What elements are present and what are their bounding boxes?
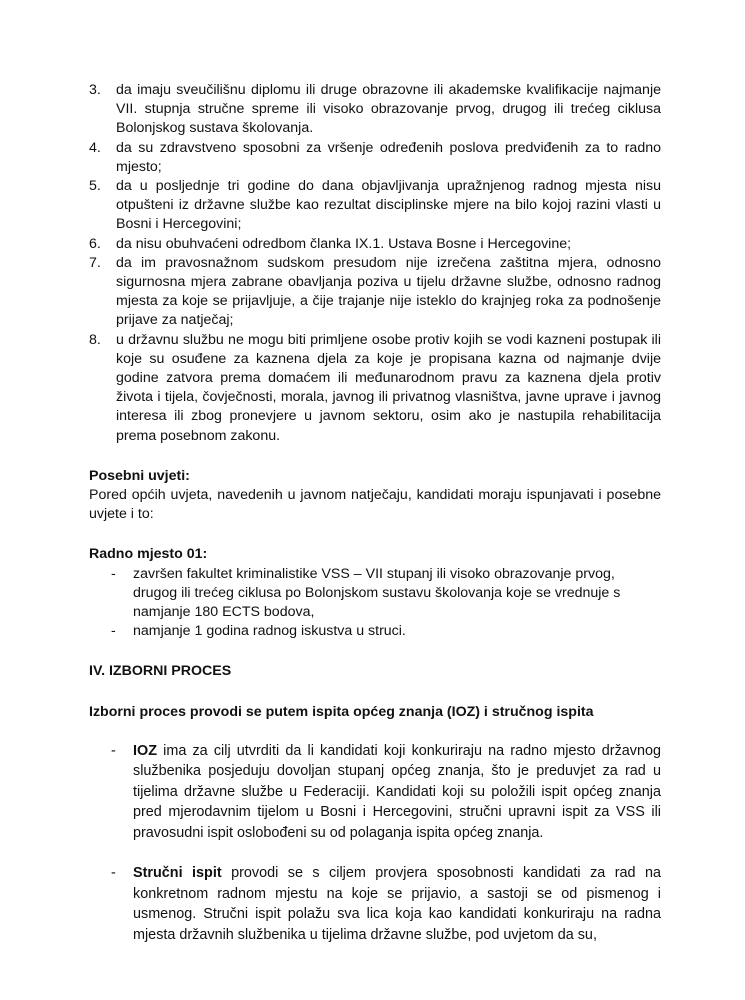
document-body (89, 81, 661, 945)
item-text: da u posljednje tri godine do dana objavljivanja upražnjenog radnog mjesta nisu otpušteni iz državne službe kao rezultat disciplinske mjere na bilo kojoj razini vlasti u Bosni i Hercegovini; (116, 178, 661, 233)
section-heading: IV. IZBORNI PROCES (89, 663, 232, 680)
item-text: da su zdravstveno sposobni za vršenje određenih poslova predviđenih za to radno mjesto; (116, 139, 661, 175)
item-text: da imaju sveučilišnu diplomu ili druge obrazovne ili akademske kvalifikacije najmanje VII. stupnja stručne spreme ili visoko obrazovanje prvog, drugog ili trećeg ciklusa Bolonjskog sustava školovanja. (116, 82, 661, 137)
position-requirements-list (89, 565, 661, 642)
item-number: 7. (89, 254, 101, 271)
position-section (89, 545, 661, 641)
item-text: u državnu službu ne mogu biti primljene osobe protiv kojih se vodi kazneni postupak ili koje su osuđene za kaznena djela za koje je propisana kazna od najmanje dvije godine zatvora prema domaćem ili međunarodnom pravu za kaznena djela protiv života i tijela, čovječnosti, morala, javnog ili privatnog vlasništva, javne uprave i javnog interesa ili zbog pronevjere u javnom sektoru, osim ako je nastupila rehabilitacija prema posebnom zakonu. (116, 331, 661, 444)
item-text: da nisu obuhvaćeni odredbom članka IX.1. Ustava Bosne i Hercegovine; (116, 235, 572, 252)
dash-marker: - (111, 742, 116, 759)
section-subheading: Izborni proces provodi se putem ispita općeg znanja (IOZ) i stručnog ispita (89, 703, 594, 720)
item-number: 8. (89, 331, 101, 348)
dash-marker: - (111, 623, 116, 640)
dash-marker: - (111, 565, 116, 582)
selection-process-list (89, 741, 661, 946)
position-title: Radno mjesto 01: (89, 546, 208, 563)
list-item (89, 565, 661, 623)
general-conditions-list (89, 81, 661, 446)
list-item (89, 81, 661, 139)
item-number: 4. (89, 139, 101, 156)
list-item (89, 741, 661, 844)
list-item (89, 139, 661, 177)
item-text: ima za cilj utvrditi da li kandidati koji konkuriraju na radno mjesto državnog službenika posjeduju dovoljan stupanj općeg znanja, što je preduvjet za rad u tijelima državne službe u Federaciji. Kandidati koji su položili ispit općeg znanja pred mjerodavnim tijelom u Bosni i Hercegovini, stručni upravni ispit za VSS ili pravosudni ispit oslobođeni su od polaganja ispita općeg znanja. (133, 742, 661, 841)
list-item (89, 235, 661, 254)
special-conditions-intro: Pored općih uvjeta, navedenih u javnom natječaju, kandidati moraju ispunjavati i posebne uvjete i to: (89, 487, 661, 523)
list-item (89, 177, 661, 235)
dash-marker: - (111, 865, 116, 882)
item-term: Stručni ispit (133, 865, 222, 882)
list-item (89, 863, 661, 945)
item-text: završen fakultet kriminalistike VSS – VII stupanj ili visoko obrazovanje prvog, drugog ili trećeg ciklusa po Bolonjskom sustavu školovanja koje se vrednuje s namjanje 180 ECTS bodova, (133, 565, 621, 621)
list-item (89, 254, 661, 331)
list-item (89, 331, 661, 446)
item-number: 5. (89, 178, 101, 195)
special-conditions-title: Posebni uvjeti: (89, 467, 190, 484)
item-text: namjanje 1 godina radnog iskustva u struci. (133, 623, 406, 640)
item-number: 3. (89, 82, 101, 98)
item-term: IOZ (133, 742, 157, 759)
item-number: 6. (89, 235, 101, 252)
item-text: da im pravosnažnom sudskom presudom nije izrečena zaštitna mjera, odnosno sigurnosna mjera zabrane obavljanja poziva u tijelu državne službe, odnosno radnog mjesta za koje se prijavljuje, a čije trajanje nije isteklo do krajnjeg roka za podnošenje prijave za natječaj; (116, 254, 661, 329)
special-conditions-section (89, 467, 661, 525)
item-text: provodi se s ciljem provjera sposobnosti kandidati za rad na konkretnom radnom mjestu na koje se prijavio, a sastoji se od pismenog i usmenog. Stručni ispit polažu sva lica koja kao kandidati konkuriraju na radna mjesta državnih službenika u tijelima državne službe, pod uvjetom da su, (133, 865, 661, 943)
list-item (89, 622, 661, 641)
